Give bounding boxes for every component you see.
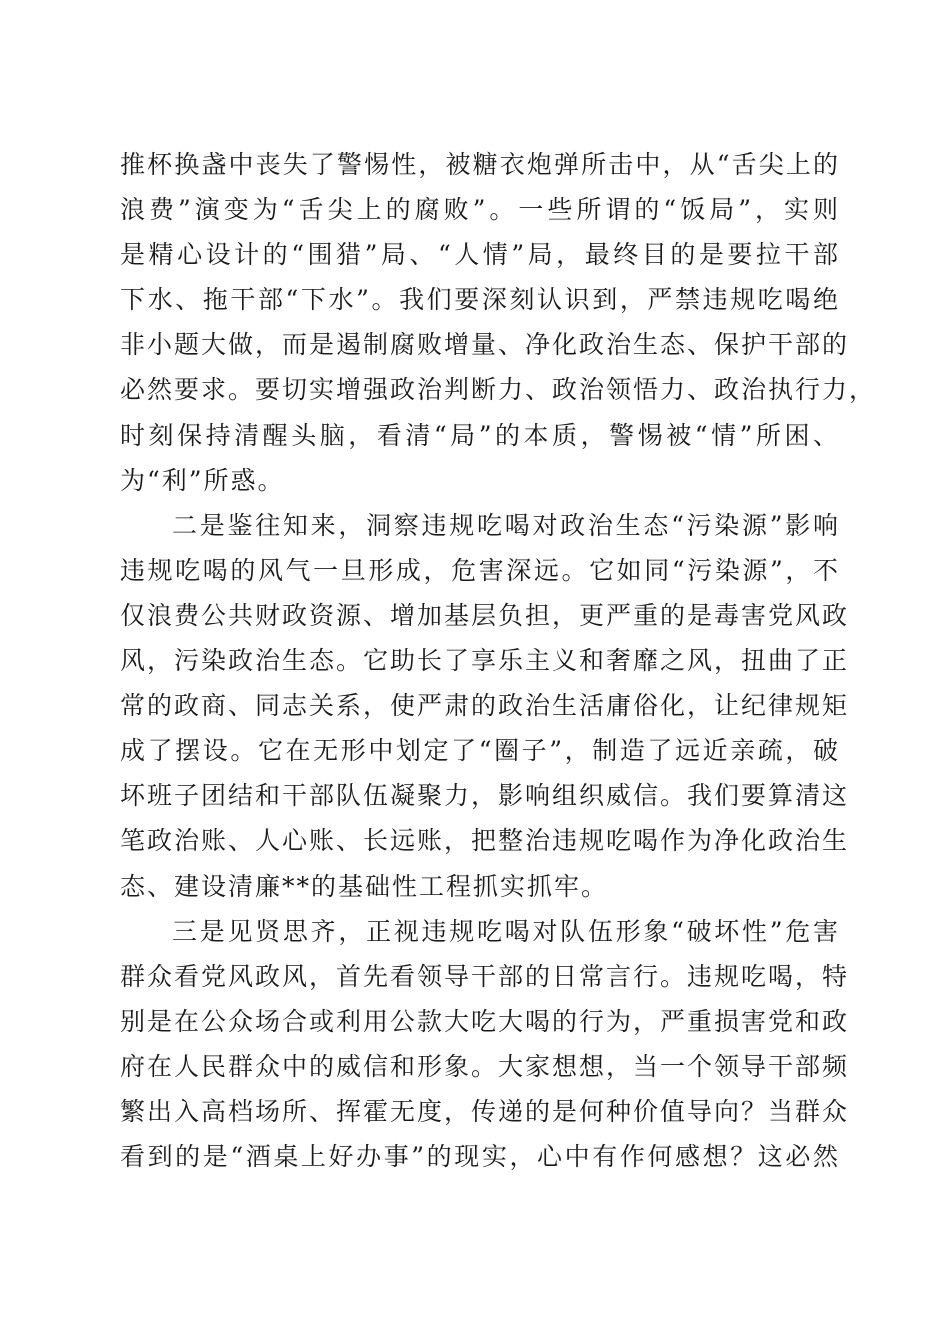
text-line: 繁出入高档场所、挥霍无度，传递的是何种价值导向？当群众	[120, 1096, 850, 1126]
text-line: 时刻保持清醒头脑，看清“局”的本质，警惕被“情”所困、	[120, 420, 840, 450]
paragraph-heading-line: 二是鉴往知来，洞察违规吃喝对政治生态“污染源”影响	[172, 510, 840, 540]
text-line: 推杯换盏中丧失了警惕性，被糖衣炮弹所击中，从“舌尖上的	[120, 150, 840, 179]
text-line: 违规吃喝的风气一旦形成，危害深远。它如同“污染源”，不	[120, 555, 840, 585]
text-line: 府在人民群众中的威信和形象。大家想想，当一个领导干部频	[120, 1051, 850, 1081]
document-body	[120, 142, 877, 1179]
text-line: 看到的是“酒桌上好办事”的现实，心中有作何感想？这必然	[120, 1142, 840, 1172]
text-line: 群众看党风政风，首先看领导干部的日常言行。违规吃喝，特	[120, 961, 850, 991]
text-line: 是精心设计的“围猎”局、“人情”局，最终目的是要拉干部	[120, 240, 840, 270]
text-line: 为“利”所惑。	[120, 465, 285, 495]
text-line: 仅浪费公共财政资源、增加基层负担，更严重的是毒害党风政	[120, 600, 850, 630]
text-line: 笔政治账、人心账、长远账，把整治违规吃喝作为净化政治生	[120, 826, 850, 856]
text-line: 态、建设清廉**的基础性工程抓实抓牢。	[120, 871, 609, 901]
paragraph-heading-line: 三是见贤思齐，正视违规吃喝对队伍形象“破坏性”危害	[172, 916, 840, 946]
text-line: 成了摆设。它在无形中划定了“圈子”，制造了远近亲疏，破	[120, 736, 840, 766]
text-line: 常的政商、同志关系，使严肃的政治生活庸俗化，让纪律规矩	[120, 691, 850, 721]
paragraph-continuation	[120, 142, 877, 503]
text-line: 风，污染政治生态。它助长了享乐主义和奢靡之风，扭曲了正	[120, 646, 850, 676]
text-line: 坏班子团结和干部队伍凝聚力，影响组织威信。我们要算清这	[120, 781, 850, 811]
text-line: 必然要求。要切实增强政治判断力、政治领悟力、政治执行力，	[120, 375, 877, 405]
text-line: 非小题大做，而是遏制腐败增量、净化政治生态、保护干部的	[120, 330, 850, 360]
paragraph-two	[120, 503, 850, 909]
text-line: 浪费”演变为“舌尖上的腐败”。一些所谓的“饭局”，实则	[120, 195, 840, 225]
text-line: 别是在公众场合或利用公款大吃大喝的行为，严重损害党和政	[120, 1006, 850, 1036]
text-line: 下水、拖干部“下水”。我们要深刻认识到，严禁违规吃喝绝	[120, 285, 840, 315]
paragraph-three	[120, 909, 850, 1180]
